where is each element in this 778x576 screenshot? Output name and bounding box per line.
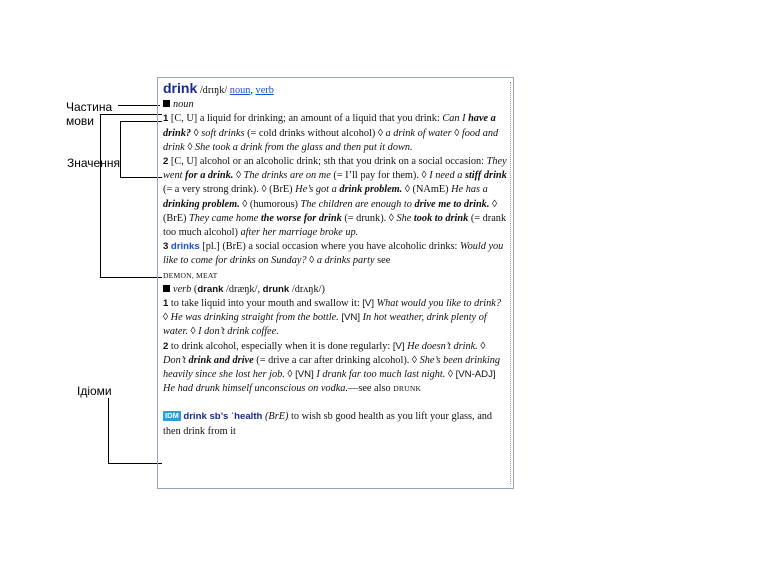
separator: ◊ <box>388 212 394 224</box>
label-meaning: Значення <box>67 156 120 170</box>
gloss: (= drunk). <box>344 212 387 224</box>
example: She took a drink from the glass and then put it down. <box>195 141 413 153</box>
gloss: (= a very strong drink). <box>163 184 259 196</box>
verb-form-past: drank <box>197 283 224 295</box>
idiom-phrase: drink sb’s ˈhealth <box>183 411 263 423</box>
sense-number: 2 <box>163 340 169 352</box>
grammar-code: [C, U] <box>170 156 198 168</box>
label-idioms: Ідіоми <box>77 384 112 398</box>
see-also-label: —see also <box>348 383 391 395</box>
separator: ◊ <box>447 369 453 381</box>
verb-form-pron: /dræŋk/, <box>226 283 261 295</box>
link-noun[interactable]: noun <box>229 85 251 96</box>
definition: to wish sb good health as you lift your glass, and then drink from it <box>163 411 493 437</box>
label-part-of-speech-line2: мови <box>66 114 95 128</box>
sense-number: 1 <box>163 298 169 310</box>
paren: ( <box>193 283 198 295</box>
cross-reference[interactable]: DEMON, MEAT <box>163 270 218 280</box>
example: The children are enough to <box>300 198 412 210</box>
headword: drink <box>163 80 198 96</box>
definition: a liquid for drinking; an amount of a liquid that you drink: <box>199 113 440 125</box>
sense-number: 2 <box>163 156 169 168</box>
separator: ◊ <box>454 127 460 139</box>
example: Would you like to come for drinks on Sunday? <box>163 241 504 267</box>
example: She’s been drinking heavily since she lost her job. <box>163 354 501 381</box>
example: Don’t <box>163 354 186 366</box>
sense-noun-3 <box>163 240 508 283</box>
region-label: (BrE) <box>163 212 187 224</box>
separator: ◊ <box>309 255 315 267</box>
noun-section-label <box>163 98 508 112</box>
see-label: see <box>377 255 391 267</box>
separator: ◊ <box>235 170 242 182</box>
example-bold: have a drink? <box>163 113 496 139</box>
definition: a social occasion where you have alcoholic drinks: <box>248 241 458 253</box>
example: They came home <box>189 212 259 224</box>
example-bold: drink and drive <box>188 354 254 366</box>
example: I don’t drink coffee. <box>198 326 279 338</box>
separator: ◊ <box>242 198 248 210</box>
idiom-badge: IDM <box>165 411 179 421</box>
example: She <box>396 212 412 224</box>
verb-pattern: [VN-ADJ] <box>455 369 496 381</box>
example-bold: drinking problem. <box>163 198 240 210</box>
verb-form-pp: drunk <box>262 283 290 295</box>
gloss: (= I’ll pay for them). <box>333 170 419 182</box>
pos-noun: noun <box>173 99 194 111</box>
idiom-entry <box>163 410 508 438</box>
example: I drank far too much last night. <box>316 369 446 381</box>
region-label: (BrE) <box>222 241 246 253</box>
separator: ◊ <box>377 127 383 139</box>
link-verb[interactable]: verb <box>255 85 274 96</box>
sense-noun-2 <box>163 155 508 240</box>
sense-number: 3 <box>163 241 169 253</box>
example-bold: stiff drink <box>464 170 507 182</box>
separator: ◊ <box>421 170 427 182</box>
region-label: (NAmE) <box>412 184 449 196</box>
sense-verb-2 <box>163 340 508 397</box>
example: after her marriage broke up. <box>240 227 359 239</box>
example: food and drink <box>163 127 499 153</box>
pronunciation: /drɪŋk/ <box>199 85 228 96</box>
verb-pattern: [VN] <box>295 369 314 381</box>
example: The drinks are on me <box>243 170 331 182</box>
region-label: (BrE) <box>269 184 293 196</box>
square-bullet-icon <box>163 100 170 107</box>
verb-section-label <box>163 283 508 297</box>
example: a drink of water <box>385 127 452 139</box>
example: He has a <box>451 184 488 196</box>
sense-verb-1 <box>163 297 508 340</box>
grammar-code: [pl.] <box>202 241 220 253</box>
entry-header: drink /drɪŋk/ noun, verb <box>163 80 274 96</box>
separator: ◊ <box>261 184 267 196</box>
example-bold: drink problem. <box>339 184 403 196</box>
definition: to take liquid into your mouth and swallow it: <box>170 298 360 310</box>
entry-scroll-edge <box>510 82 511 484</box>
idiom-spacer <box>163 396 508 410</box>
paren: ) <box>321 283 325 295</box>
gloss: (= drive a car after drinking alcohol). <box>256 354 410 366</box>
sense-word: drinks <box>170 241 200 253</box>
pos-verb: verb <box>173 283 192 295</box>
gloss: (= cold drinks without alcohol) <box>247 127 376 139</box>
separator: ◊ <box>187 141 193 153</box>
definition: alcohol or an alcoholic drink; sth that you drink on a social occasion: <box>199 156 485 168</box>
sense-number: 1 <box>163 113 169 125</box>
gloss: (= drank too much alcohol) <box>163 212 507 239</box>
meaning-bracket-2 <box>101 115 163 278</box>
separator: ◊ <box>491 198 498 210</box>
example: Can I <box>442 113 466 125</box>
example-bold: the worse for drink <box>260 212 342 224</box>
square-bullet-icon <box>163 285 170 292</box>
example: He’s got a <box>295 184 337 196</box>
verb-pattern: [V] <box>362 298 374 310</box>
example: They went <box>163 156 507 182</box>
label-part-of-speech-line1: Частина <box>66 100 113 114</box>
separator: ◊ <box>190 326 196 338</box>
idiom-connector <box>109 398 163 464</box>
example-bold: drive me to drink. <box>414 198 490 210</box>
example: What would you like to drink? <box>376 298 501 310</box>
separator: ◊ <box>193 127 199 139</box>
separator: ◊ <box>411 354 417 366</box>
separator: ◊ <box>480 340 486 352</box>
example-bold: took to drink <box>413 212 469 224</box>
verb-form-pron: /drʌŋk/ <box>291 283 322 295</box>
cross-reference[interactable]: DRUNK <box>393 384 422 394</box>
example-bold: for a drink. <box>185 170 234 182</box>
verb-pattern: [V] <box>392 340 405 352</box>
example: He had drunk himself unconscious on vodka. <box>163 383 349 395</box>
example: He doesn’t drink. <box>407 340 478 352</box>
meaning-bracket-1 <box>121 122 163 178</box>
example: I need a <box>429 170 463 182</box>
region-label: (BrE) <box>264 411 289 423</box>
verb-pattern: [VN] <box>341 312 361 324</box>
dictionary-entry <box>157 77 514 489</box>
sense-noun-1 <box>163 112 508 155</box>
example: a drinks party <box>316 255 375 267</box>
example: He was drinking straight from the bottle. <box>170 312 339 324</box>
separator: ◊ <box>287 369 293 381</box>
separator: ◊ <box>163 312 169 324</box>
definition: to drink alcohol, especially when it is done regularly: <box>170 340 391 352</box>
grammar-code: [C, U] <box>170 113 198 125</box>
example: soft drinks <box>201 127 245 139</box>
example: In hot weather, drink plenty of water. <box>163 312 487 338</box>
region-label: (humorous) <box>249 198 298 210</box>
separator: ◊ <box>404 184 410 196</box>
